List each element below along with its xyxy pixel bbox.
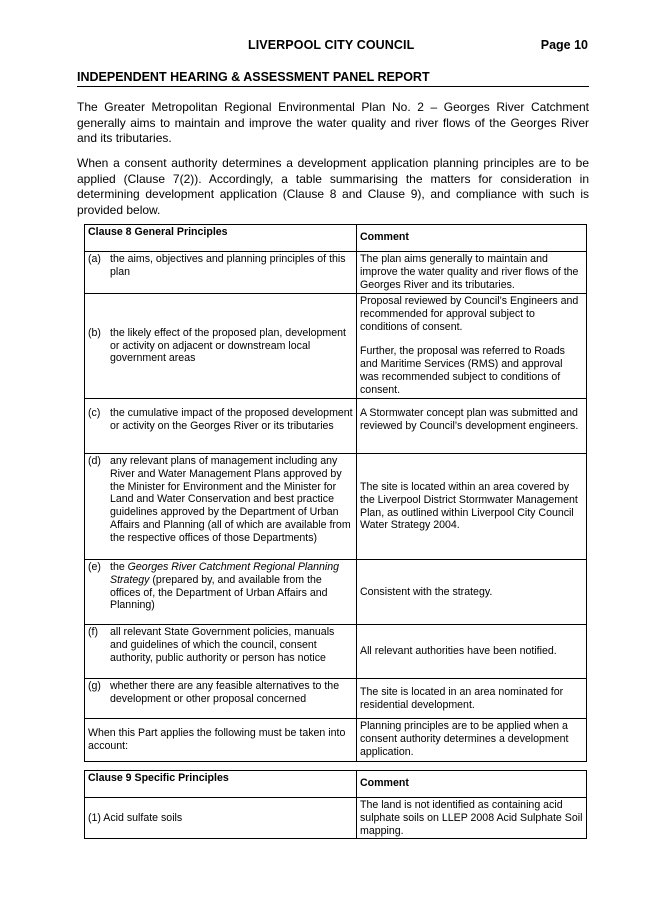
comment-header: Comment (357, 225, 587, 252)
principle-text: the cumulative impact of the proposed development or activity on the Georges River or its tributaries (110, 407, 353, 432)
table-row (85, 294, 587, 399)
row-label: (c) (88, 407, 101, 419)
row-label: (a) (88, 253, 101, 265)
clause-8-header: Clause 8 General Principles (85, 225, 357, 252)
table-row (85, 798, 587, 839)
page-number: Page 10 (540, 38, 588, 52)
council-name: LIVERPOOL CITY COUNCIL (248, 38, 415, 52)
clause-8-table (84, 224, 587, 762)
row-label: (g) (88, 680, 101, 692)
principle-text: the aims, objectives and planning principles of this plan (110, 253, 346, 278)
intro-paragraph-2: When a consent authority determines a development application planning principles are to be applied (Clause 7(2)). Accordingly, a table summarising the matters for consideration in determining development application (Clause 8 and Clause 9), and compliance with such is provided below. (77, 156, 589, 217)
principle-text: the Georges River Catchment Regional Planning Strategy (prepared by, and available from the offices of, the Department of Urban Affairs and Planning) (110, 561, 340, 612)
comment-text: The land is not identified as containing acid sulphate soils on LLEP 2008 Acid Sulphate Soil mapping. (357, 798, 587, 839)
table-row (85, 252, 587, 294)
comment-text-2: Further, the proposal was referred to Roads and Maritime Services (RMS) and approval was recommended subject to conditions of consent. (360, 345, 565, 396)
comment-text: All relevant authorities have been notified. (357, 625, 587, 679)
table-row (85, 560, 587, 625)
comment-text: The plan aims generally to maintain and improve the water quality and river flows of the Georges River and its tributaries. (357, 252, 587, 294)
table-row (85, 679, 587, 719)
comment-text: Proposal reviewed by Council’s Engineers and recommended for approval subject to conditions of consent. (360, 295, 579, 333)
table-row (85, 399, 587, 454)
principle-text: whether there are any feasible alternatives to the development or other proposal concerned (110, 680, 340, 705)
principle-text: any relevant plans of management including any River and Water Management Plans approved by the Minister for Environment and the Minister for Land and Water Conservation and best practice guidelines approved by the Department of Urban Affairs and Planning (all of which are available from the respective offices of those Departments) (110, 455, 351, 544)
intro-paragraph-1: The Greater Metropolitan Regional Environmental Plan No. 2 – Georges River Catchment generally aims to maintain and improve the water quality and river flows of the Georges River and its tributaries. (77, 100, 589, 145)
principle-text: all relevant State Government policies, manuals and guidelines of which the council, consent authority, public authority or person has notice (110, 626, 335, 664)
table-row (85, 454, 587, 560)
table-header-row (85, 225, 587, 252)
table-row (85, 625, 587, 679)
row-label: (d) (88, 455, 101, 467)
clause-9-header: Clause 9 Specific Principles (85, 771, 357, 798)
comment-text: The site is located in an area nominated for residential development. (357, 679, 587, 719)
principle-text: (1) Acid sulfate soils (85, 798, 357, 839)
comment-text: Consistent with the strategy. (357, 560, 587, 625)
header-rule (77, 86, 589, 87)
comment-text: The site is located within an area covered by the Liverpool District Stormwater Management Plan, as outlined within Liverpool City Council Water Strategy 2004. (357, 454, 587, 560)
principle-text: When this Part applies the following must be taken into account: (85, 719, 357, 762)
comment-text: A Stormwater concept plan was submitted and reviewed by Council’s development engineers. (357, 399, 587, 454)
comment-header: Comment (357, 771, 587, 798)
row-label: (e) (88, 561, 101, 573)
comment-text: Planning principles are to be applied when a consent authority determines a development application. (357, 719, 587, 762)
report-title: INDEPENDENT HEARING & ASSESSMENT PANEL REPORT (77, 70, 430, 84)
principle-text: the likely effect of the proposed plan, development or activity on adjacent or downstream local government areas (110, 326, 346, 365)
table-row (85, 719, 587, 762)
row-label: (f) (88, 626, 98, 638)
row-label: (b) (88, 326, 101, 339)
clause-9-table (84, 770, 587, 839)
table-header-row (85, 771, 587, 798)
